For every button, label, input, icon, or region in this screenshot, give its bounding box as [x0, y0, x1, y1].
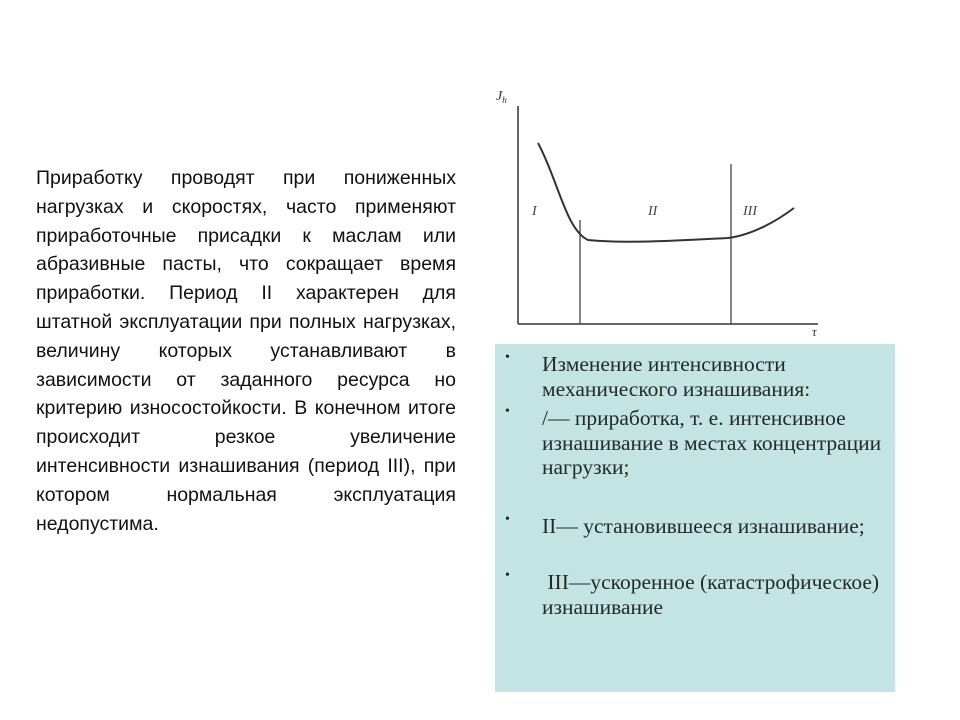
- region-label-3: III: [743, 204, 757, 219]
- body-paragraph: Приработку проводят при пониженных нагрузках и скоростях, часто применяют приработочные присадки к маслам или абразивные пасты, что сокращает время приработки. Период II характерен для штатной эксплуатации при полных нагрузках, величину которых устанавливают в зависимости от заданного ресурса но критерию износостойкости. В конечном итоге происходит резкое увеличение интенсивности изнашивания (период III), при котором нормальная эксплуатация недопустима.: [36, 167, 456, 535]
- list-item: III—ускоренное (катастрофическое) изнашивание: [542, 570, 885, 619]
- bullet-marker: •: [505, 350, 510, 365]
- list-item: /— приработка, т. е. интенсивное изнашивание в местах концентрации нагрузки;: [542, 406, 882, 479]
- region-label-2: II: [648, 204, 658, 219]
- list-item: II— установившееся изнашивание;: [542, 514, 865, 538]
- wear-curve: [538, 143, 794, 242]
- bullet-marker: •: [505, 404, 510, 419]
- bullet-marker: •: [505, 512, 510, 527]
- bullet-marker: •: [505, 568, 510, 583]
- y-axis-label: $J_h$: [496, 89, 507, 105]
- wear-intensity-graph: [488, 80, 908, 340]
- x-axis-label: τ: [812, 324, 817, 339]
- list-item: Изменение интенсивности механического изнашивания:: [542, 352, 811, 401]
- region-label-1: I: [532, 204, 537, 219]
- definitions-panel: [495, 344, 895, 692]
